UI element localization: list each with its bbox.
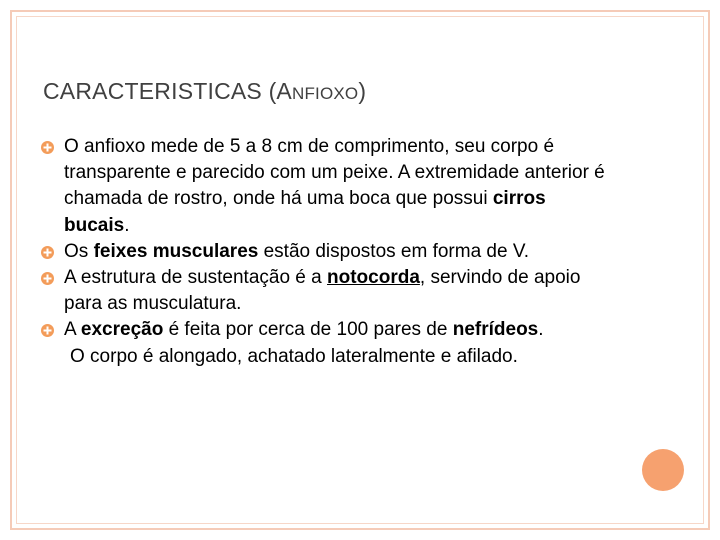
slide-body bbox=[40, 134, 610, 370]
bullet-item-1 bbox=[40, 134, 610, 239]
bullet-4-text: A bbox=[64, 319, 81, 341]
bullet-3-underlined: notocorda bbox=[327, 267, 420, 289]
cross-bullet-icon bbox=[41, 324, 54, 337]
title-text-end: ) bbox=[358, 78, 367, 104]
bullet-2-text-end: estão dispostos em forma de V. bbox=[258, 240, 530, 262]
bullet-item-2 bbox=[40, 239, 610, 265]
bullet-4-text-end: . bbox=[538, 319, 544, 341]
slide-title bbox=[43, 78, 366, 105]
cross-bullet-icon bbox=[41, 141, 54, 154]
bullet-3-text-end: , servindo de apoio para as musculatura. bbox=[64, 267, 581, 315]
title-text-main: CARACTERISTICAS (A bbox=[43, 78, 292, 104]
bullet-4-bold-2: nefrídeos bbox=[452, 319, 539, 341]
title-text-small-caps: NFIOXO bbox=[291, 84, 359, 103]
bullet-1-text-end: . bbox=[124, 214, 130, 236]
cross-bullet-icon bbox=[41, 272, 54, 285]
bullet-item-4 bbox=[40, 317, 610, 343]
bullet-3-text: A estrutura de sustentação é a bbox=[64, 267, 328, 289]
bullet-2-text: Os bbox=[64, 240, 94, 262]
extra-paragraph: O corpo é alongado, achatado lateralmente e afilado. bbox=[70, 345, 518, 367]
decorative-circle bbox=[642, 449, 684, 491]
bullet-1-text: O anfioxo mede de 5 a 8 cm de comprimento, seu corpo é transparente e parecido com um peixe. A extremidade anterior é chamada de rostro, onde há uma boca que possui bbox=[64, 136, 605, 210]
bullet-2-bold: feixes musculares bbox=[93, 240, 259, 262]
bullet-4-text-mid: é feita por cerca de 100 pares de bbox=[163, 319, 453, 341]
bullet-item-3 bbox=[40, 265, 610, 317]
bullet-4-bold-1: excreção bbox=[80, 319, 164, 341]
bullet-1-bold: cirros bucais bbox=[64, 188, 546, 236]
cross-bullet-icon bbox=[41, 246, 54, 259]
